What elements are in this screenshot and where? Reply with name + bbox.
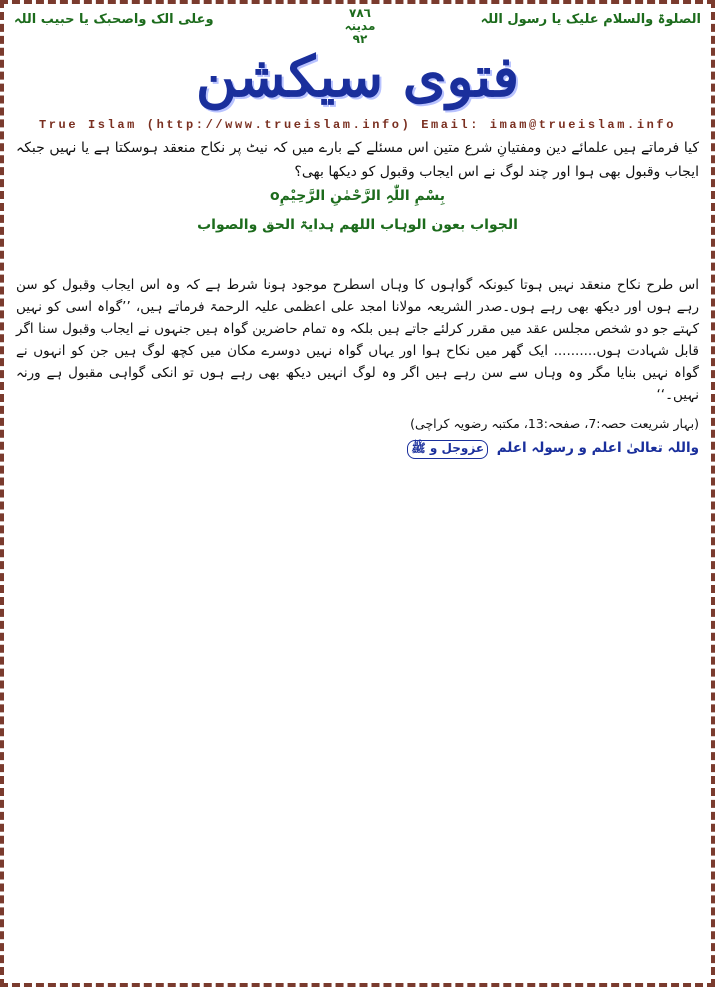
answer-text: اس طرح نکاح منعقد نہیں ہوتا کیونکہ گواہوں کا وہاں اسطرح موجود ہونا شرط ہے کہ وہ اس ایجاب وقبول کو سن رہے ہوں اور دیکھ بھی رہے ہوں۔صدر الشریعہ مولانا امجد علی اعظمی علیہ الرحمۃ فرماتے ہیں، ’’گواہ اسی کو نہیں کہتے جو دو شخص مجلس عقد میں مقرر کرلئے جاتے ہیں بلکہ وہ تمام حاضرین گواہ ہیں جنہوں نے ایجاب وقبول سنا اگر قابل شہادت ہوں.......... ایک گھر میں نکاح ہوا اور یہاں گواہ نہیں دوسرے مکان میں کچھ لوگ ہیں جن کو انہوں نے گواہ نہیں بنایا مگر وہ وہاں سے سن رہے ہیں اگر وہ لوگ انہیں دیکھ بھی رہے ہوں تو انکی گواہی مقبول ہے ورنہ نہیں۔‘‘ bbox=[16, 277, 699, 403]
closing-line bbox=[16, 440, 699, 459]
answer-heading: الجواب بعون الوہاب اللھم ہدایۃ الحق والصواب bbox=[197, 217, 518, 233]
code-92: ٩٢ bbox=[352, 32, 368, 46]
contact-line: True Islam (http://www.trueislam.info) Email: imam@trueislam.info bbox=[38, 118, 677, 132]
header-code bbox=[334, 7, 386, 46]
code-786: ٧٨٦ bbox=[349, 6, 371, 20]
salutation-right: الصلوۃ والسلام علیک یا رسول اللہ bbox=[480, 12, 701, 27]
closing-text: واللہ تعالیٰ اعلم و رسولہ اعلم bbox=[496, 440, 699, 456]
reference-citation: (بہار شریعت حصہ:7، صفحہ:13، مکتبہ رضویہ کراچی) bbox=[410, 416, 699, 431]
code-madina: مدینہ bbox=[344, 19, 376, 33]
question-text: کیا فرماتے ہیں علمائے دین ومفتیانِ شرع متین اس مسئلے کے بارے میں کہ نیٹ پر نکاح منعقد ہوسکتا ہے یا نہیں جبکہ ایجاب وقبول بھی ہوا اور چند لوگ نے اس ایجاب وقبول کو دیکھا بھی؟ bbox=[16, 140, 699, 180]
honorific-seal: عزوجل و ﷺ bbox=[407, 440, 488, 459]
salutation-left: وعلی الک واصحبک یا حبیب اللہ bbox=[14, 12, 214, 27]
bismillah: بِسْمِ اللّٰہِ الرَّحْمٰنِ الرَّحِیْمِo bbox=[269, 188, 446, 204]
page-title: فتوی سیکشن bbox=[195, 44, 520, 110]
